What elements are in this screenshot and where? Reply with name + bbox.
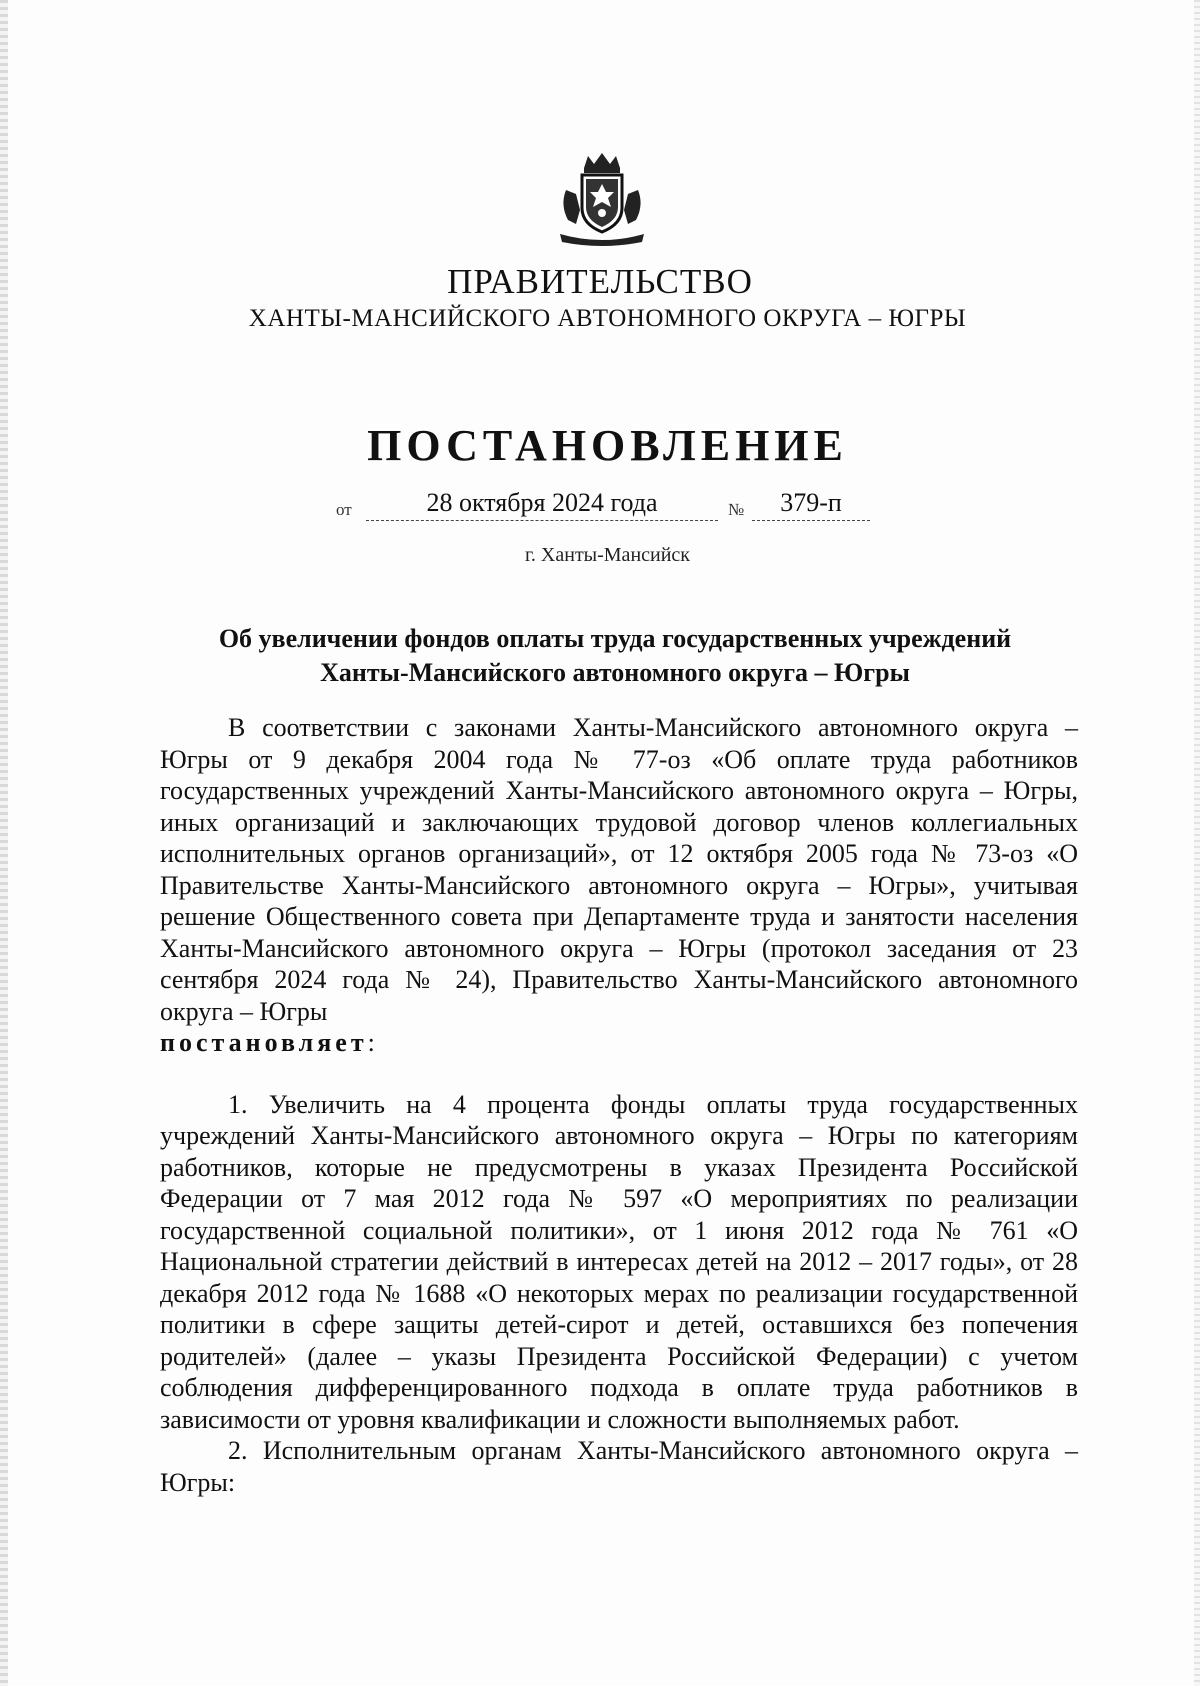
resolves-punct: : <box>367 1028 375 1057</box>
document-number: 379-п <box>752 488 870 521</box>
heading-line-2: Ханты-Мансийского автономного округа – Югры <box>320 658 910 687</box>
date-label: от <box>336 500 352 519</box>
resolves-word: постановляет <box>160 1028 368 1057</box>
city-name: г. Ханты-Мансийск <box>524 544 691 566</box>
document-heading <box>150 622 1080 690</box>
document-date: 28 октября 2024 года <box>366 488 718 521</box>
preamble-text: В соответствии с законами Ханты-Мансийского автономного округа – Югры от 9 декабря 2004 года № 77-оз «Об оплате труда работников государственных учреждений Ханты-Мансийского автономного округа – Югры, иных организаций и заключающих трудовой договор членов коллегиальных исполнительных органов организаций», от 12 октября 2005 года № 73-оз «О Правительстве Ханты-Мансийского автономного округа – Югры», учитывая решение Общественного совета при Департаменте труда и занятости населения Ханты-Мансийского автономного округа – Югры (протокол заседания от 23 сентября 2024 года № 24), Правительство Ханты-Мансийского автономного округа – Югры <box>160 713 1078 1026</box>
item-2-paragraph: 2. Исполнительным органам Ханты-Мансийского автономного округа – Югры: <box>160 1436 1078 1497</box>
document-type: ПОСТАНОВЛЕНИЕ <box>367 421 848 470</box>
government-title: ПРАВИТЕЛЬСТВО <box>447 262 753 301</box>
preamble-paragraph <box>160 712 1078 1059</box>
date-number-line <box>0 488 1200 528</box>
document-body <box>160 712 1078 1498</box>
heading-line-1: Об увеличении фондов оплаты труда государственных учреждений <box>218 624 1012 653</box>
number-label: № <box>728 500 745 519</box>
scan-edge-right <box>1194 0 1200 1686</box>
item-1-paragraph: 1. Увеличить на 4 процента фонды оплаты труда государственных учреждений Ханты-Мансийского автономного округа – Югры по категориям работников, которые не предусмотрены в указах Президента Российской Федерации от 7 мая 2012 года № 597 «О мероприятиях по реализации государственной социальной политики», от 1 июня 2012 года № 761 «О Национальной стратегии действий в интересах детей на 2012 – 2017 годы», от 28 декабря 2012 года № 1688 «О некоторых мерах по реализации государственной политики в сфере защиты детей-сирот и детей, оставшихся без попечения родителей» (далее – указы Президента Российской Федерации) с учетом соблюдения дифференцированного подхода в оплате труда работников в зависимости от уровня квалификации и сложности выполняемых работ. <box>160 1089 1078 1434</box>
coat-of-arms-icon <box>554 150 650 250</box>
scan-edge-left <box>0 0 8 1686</box>
region-title: ХАНТЫ-МАНСИЙСКОГО АВТОНОМНОГО ОКРУГА – ЮГРЫ <box>248 305 967 332</box>
